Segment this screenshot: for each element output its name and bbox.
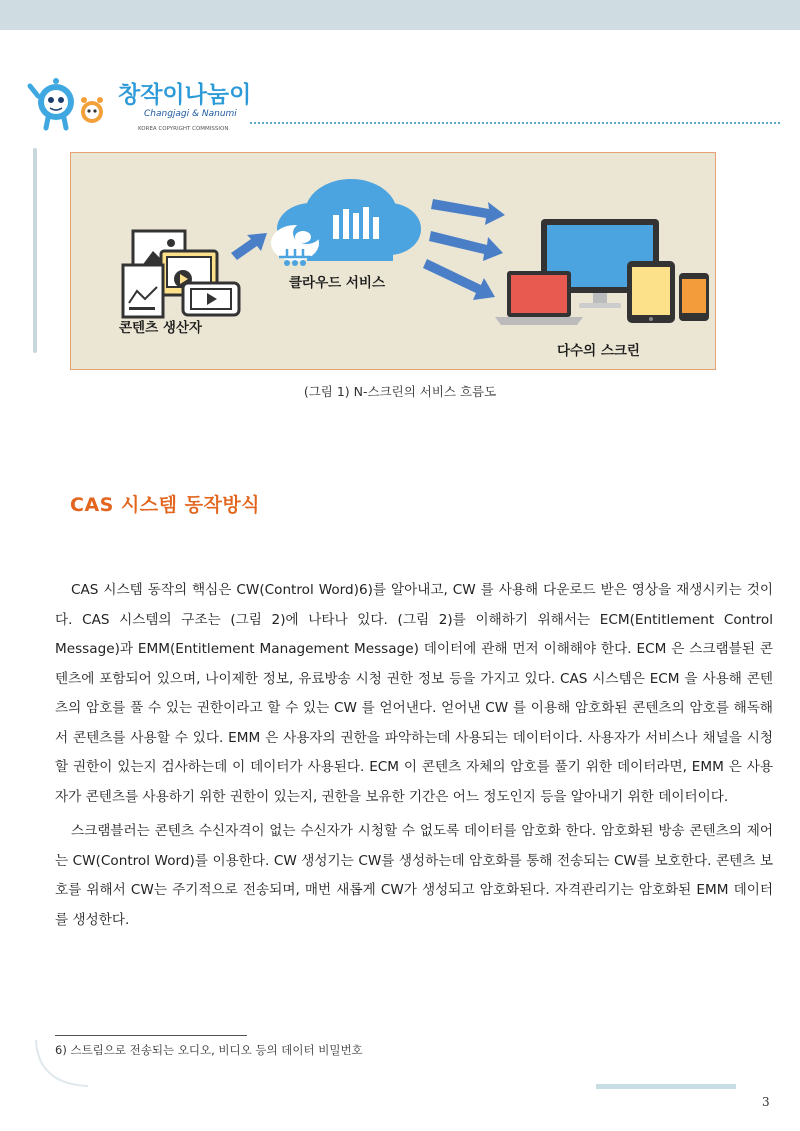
body-text	[55, 576, 773, 940]
figure-caption: (그림 1) N-스크린의 서비스 흐름도	[303, 384, 497, 399]
left-margin-rule	[33, 148, 37, 353]
content-producer-icon	[123, 231, 239, 317]
footnote: 6) 스트림으로 전송되는 오디오, 비디오 등의 데이터 비밀번호	[55, 1043, 363, 1057]
top-header-band	[0, 0, 800, 30]
section-title: CAS 시스템 동작방식	[70, 494, 261, 516]
label-content-producer: 콘텐츠 생산자	[119, 320, 202, 336]
arrow-to-cloud-icon	[231, 233, 267, 260]
label-multi-screens: 다수의 스크린	[557, 343, 640, 359]
footnote-rule	[55, 1035, 247, 1036]
logo	[26, 72, 276, 134]
bottom-decoration	[28, 1040, 748, 1100]
page-number: 3	[762, 1095, 770, 1109]
mascot-icon	[30, 78, 103, 128]
arrows-to-screens-icon	[423, 199, 505, 300]
figure-n-screen	[70, 152, 716, 370]
paragraph: 스크램블러는 콘텐츠 수신자격이 없는 수신자가 시청할 수 없도록 데이터를 암호화 한다. 암호화된 방송 콘텐츠의 제어는 CW(Control Word)를 이용한다. CW 생성기는 CW를 생성하는데 암호화를 통해 전송되는 CW를 보호한다. 콘텐츠 보호를 위해서 CW는 주기적으로 전송되며, 매번 새롭게 CW가 생성되고 암호화된다. 자격관리기는 암호화된 EMM 데이터를 생성한다.	[55, 823, 773, 928]
cloud-service-icon	[271, 179, 421, 266]
header-dotted-rule	[250, 122, 780, 124]
label-cloud-service: 클라우드 서비스	[289, 275, 385, 291]
paragraph: CAS 시스템 동작의 핵심은 CW(Control Word)6)를 알아내고, CW 를 사용해 다운로드 받은 영상을 재생시키는 것이다. CAS 시스템의 구조는 (그림 2)에 나타나 있다. (그림 2)를 이해하기 위해서는 ECM(Entitlement Control Message)과 EMM(Entitlement Management Message) 데이터에 관해 먼저 이해해야 한다. ECM 은 스크램블된 콘텐츠에 포함되어 있으며, 나이제한 정보, 유료방송 시청 권한 정보 등을 가지고 있다. CAS 시스템은 ECM 을 사용해 콘텐츠의 암호를 풀 수 있는 권한이라고 할 수 있는 CW 를 얻어낸다. 얻어낸 CW 를 이용해 암호화된 콘텐츠의 암호를 해독해서 콘텐츠를 사용할 수 있다. EMM 은 사용자의 권한을 파악하는데 사용되는 데이터이다. 사용자가 서비스나 채널을 시청할 권한이 있는지 검사하는데 이 데이터가 사용된다. ECM 이 콘텐츠 자체의 암호를 풀기 위한 데이터라면, EMM 은 사용자가 콘텐츠를 사용하기 위한 권한이 있는지, 권한을 보유한 기간은 어느 정도인지 등을 알아내기 위한 데이터이다.	[55, 582, 773, 805]
logo-title: 창작이나눔이	[118, 82, 252, 108]
logo-org: KOREA COPYRIGHT COMMISSION	[138, 126, 229, 132]
multi-screen-devices-icon	[495, 219, 709, 325]
logo-subtitle: Changjagi & Nanumi	[144, 109, 237, 119]
